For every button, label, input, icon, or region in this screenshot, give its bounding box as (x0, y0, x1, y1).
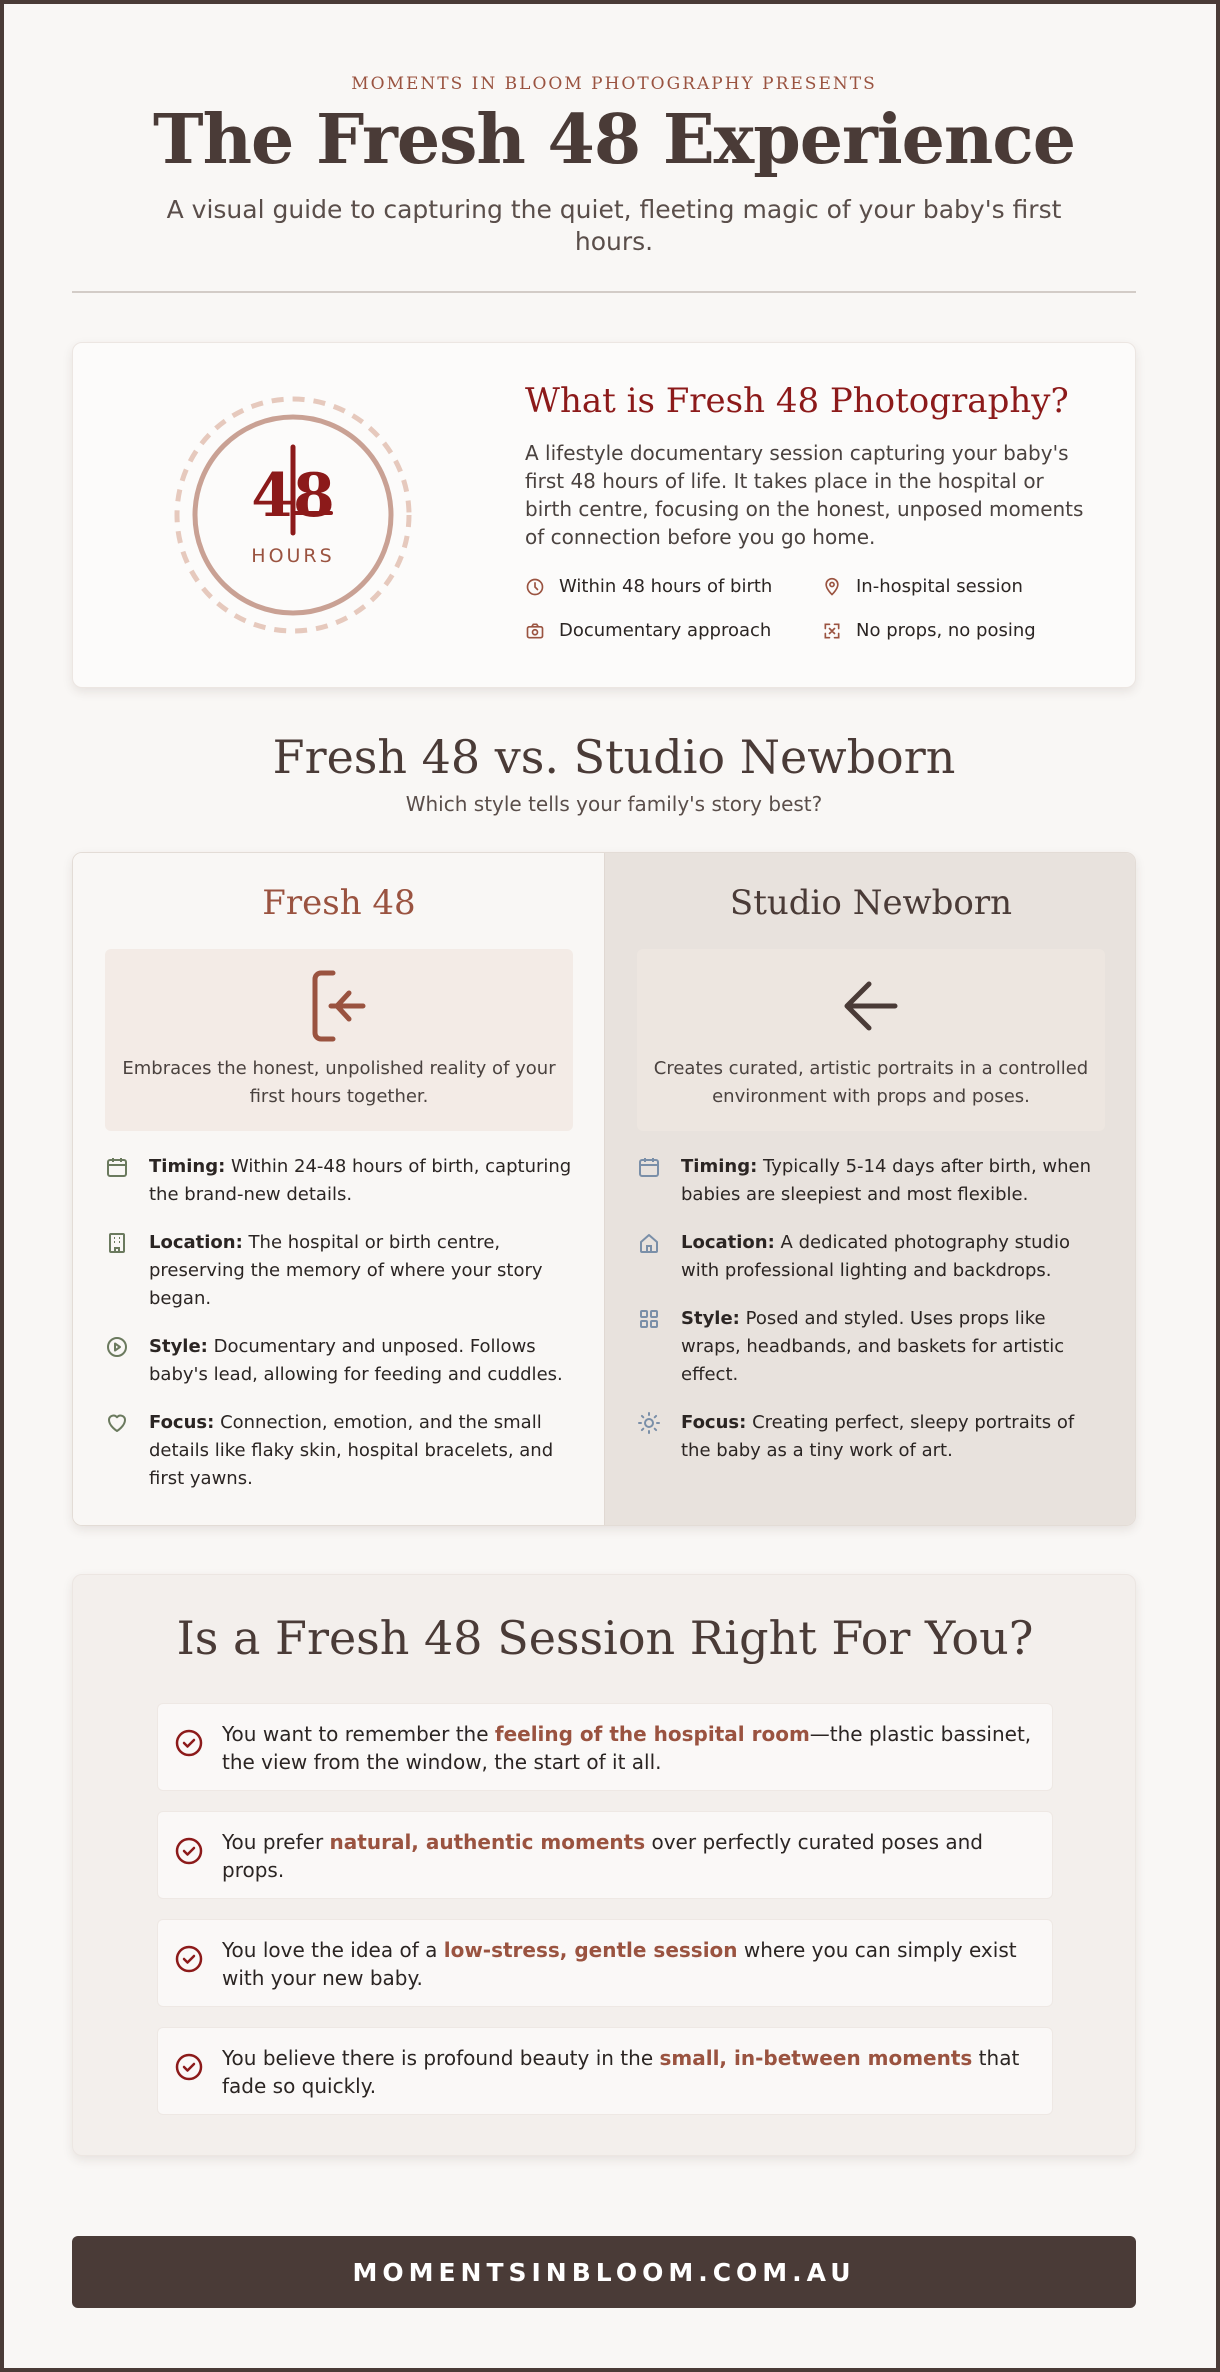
checklist-item (157, 1811, 1053, 1899)
feature-label: No props, no posing (856, 620, 1036, 641)
page-subtitle: A visual guide to capturing the quiet, fleeting magic of your baby's first hours. (166, 195, 1062, 256)
heart-icon (105, 1411, 129, 1435)
location-pin-icon (822, 577, 842, 597)
building-icon (105, 1231, 129, 1255)
studio-hero-text: Creates curated, artistic portraits in a controlled environment with props and poses. (653, 1058, 1089, 1107)
studio-item-text: Style: Posed and styled. Uses props like wraps, headbands, and baskets for artistic effect. (681, 1308, 1065, 1385)
checklist-section (72, 1574, 1136, 2156)
intro-card (72, 342, 1136, 688)
studio-column (605, 853, 1136, 1526)
check-circle-icon (174, 1944, 204, 1974)
fresh48-hero-text: Embraces the honest, unpolished reality of your first hours together. (122, 1058, 556, 1107)
fresh48-item-text: Location: The hospital or birth centre, preserving the memory of where your story began. (149, 1232, 543, 1309)
checklist-item (157, 1703, 1053, 1791)
sun-icon (637, 1411, 661, 1435)
badge-number: 48 (251, 461, 335, 531)
checklist-item (157, 2027, 1053, 2115)
feature-item (822, 576, 1023, 597)
comparison-table (72, 852, 1136, 1526)
checklist-text: You believe there is profound beauty in the small, in-between moments that fade so quickly. (222, 2046, 1020, 2098)
check-circle-icon (174, 1728, 204, 1758)
calendar-icon (105, 1155, 129, 1179)
feature-item (822, 620, 1036, 641)
check-circle-icon (174, 1836, 204, 1866)
studio-heading: Studio Newborn (729, 883, 1013, 923)
no-resize-icon (822, 621, 842, 641)
studio-item-text: Timing: Typically 5-14 days after birth, when babies are sleepiest and most flexible. (681, 1156, 1092, 1205)
arrow-left-icon (841, 967, 901, 1045)
studio-hero (637, 949, 1105, 1131)
fresh48-heading: Fresh 48 (262, 883, 416, 923)
intro-paragraph: A lifestyle documentary session capturing your baby's first 48 hours of life. It takes place in the hospital or birth centre, focusing on the honest, unposed moments of connection before you go home. (525, 441, 1084, 549)
checklist-text: You prefer natural, authentic moments over perfectly curated poses and props. (222, 1830, 984, 1882)
checklist-title: Is a Fresh 48 Session Right For You? (176, 1611, 1034, 1665)
hours-badge (173, 395, 413, 635)
fresh48-item-text: Timing: Within 24-48 hours of birth, capturing the brand-new details. (149, 1156, 572, 1205)
badge-unit: HOURS (251, 545, 335, 567)
feature-item (525, 620, 771, 641)
page-title: The Fresh 48 Experience (152, 100, 1076, 180)
feature-label: In-hospital session (856, 576, 1023, 597)
calendar-icon (637, 1155, 661, 1179)
header-divider (72, 291, 1136, 293)
studio-item-text: Focus: Creating perfect, sleepy portraits of the baby as a tiny work of art. (681, 1412, 1075, 1461)
feature-label: Within 48 hours of birth (559, 576, 773, 597)
checklist-item (157, 1919, 1053, 2007)
intro-heading: What is Fresh 48 Photography? (525, 381, 1069, 421)
compare-title: Fresh 48 vs. Studio Newborn (272, 730, 956, 784)
camera-icon (525, 621, 545, 641)
fresh48-hero (105, 949, 573, 1131)
checklist-text: You want to remember the feeling of the hospital room—the plastic bassinet, the view from the window, the start of it all. (222, 1722, 1032, 1774)
checklist-text: You love the idea of a low-stress, gentle session where you can simply exist with your new baby. (222, 1938, 1017, 1990)
fresh48-item-text: Focus: Connection, emotion, and the small details like flaky skin, hospital bracelets, and first yawns. (149, 1412, 554, 1489)
footer-website-banner[interactable]: MOMENTSINBLOOM.COM.AU (72, 2236, 1136, 2308)
studio-item-text: Location: A dedicated photography studio with professional lighting and backdrops. (681, 1232, 1070, 1281)
feature-item (525, 576, 772, 597)
home-icon (637, 1231, 661, 1255)
play-circle-icon (105, 1335, 129, 1359)
login-arrow-icon (309, 967, 369, 1045)
fresh48-column (73, 853, 605, 1526)
grid-icon (637, 1307, 661, 1331)
check-circle-icon (174, 2052, 204, 2082)
fresh48-item-text: Style: Documentary and unposed. Follows baby's lead, allowing for feeding and cuddles. (149, 1336, 563, 1385)
compare-subtitle: Which style tells your family's story best? (405, 792, 823, 816)
eyebrow-text: MOMENTS IN BLOOM PHOTOGRAPHY PRESENTS (351, 74, 877, 94)
clock-icon (525, 577, 545, 597)
feature-label: Documentary approach (559, 620, 772, 641)
